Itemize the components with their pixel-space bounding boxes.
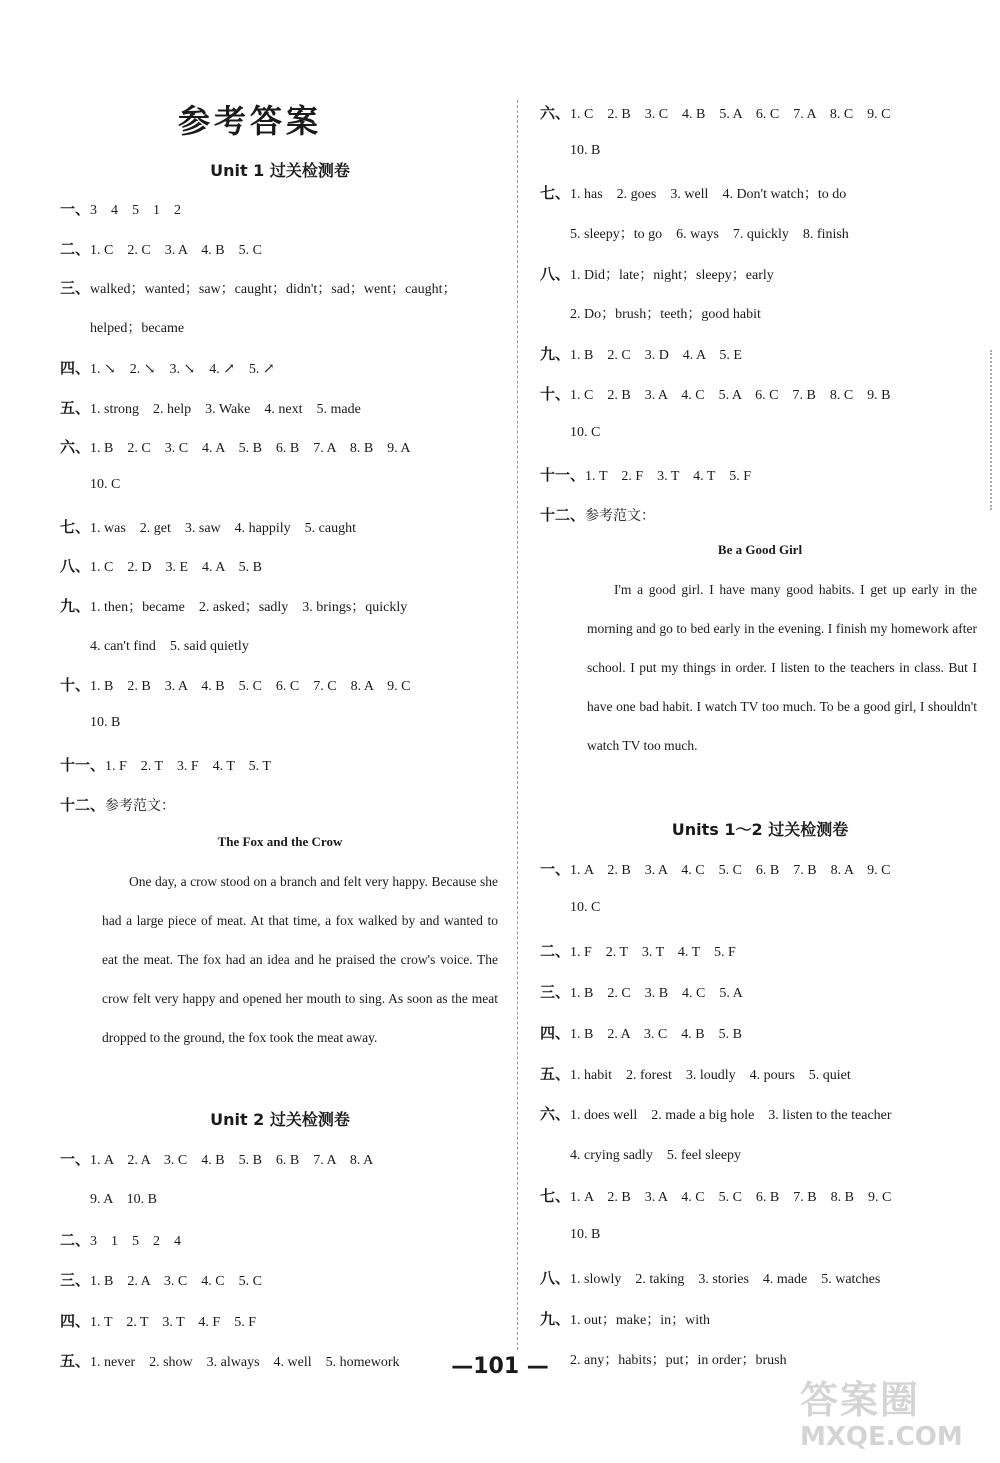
answer-line [540, 981, 743, 1002]
answer-text: 1. T 2. F 3. T 4. T 5. F [585, 468, 751, 484]
answer-line [540, 1103, 892, 1124]
column-divider [517, 100, 518, 1350]
answer-text: 10. B [570, 143, 601, 159]
answer-text: 1. has 2. goes 3. well 4. Don't watch；to do [570, 187, 847, 203]
answer-text: 10. C [570, 899, 601, 915]
essay1-body: One day, a crow stood on a branch and felt very happy. Because she had a large piece of meat. At that time, a fox walked by and wanted to eat the meat. The fox had an idea and he praised the crow's voice. The crow felt very happy and opened her mouth to sing. As soon as the meat dropped to the ground, the fox took the meat away. [102, 874, 498, 1045]
answer-line [540, 504, 655, 525]
question-number: 五、 [60, 398, 91, 417]
answer-text: 1. T 2. T 3. T 4. F 5. F [90, 1314, 256, 1330]
question-number: 八、 [60, 557, 91, 576]
question-number: 八、 [540, 264, 571, 283]
answer-text: 2. any；habits；put；in order；brush [570, 1352, 787, 1368]
answer-text: 1. ↘ 2. ↘ 3. ↘ 4. ↗ 5. ↗ [90, 361, 275, 377]
answer-line [90, 317, 184, 337]
unit1-title: Unit 1 过关检测卷 [210, 161, 350, 180]
answer-line [540, 383, 891, 404]
question-number: 九、 [540, 345, 571, 364]
answer-line [570, 303, 761, 323]
question-number: 十二、 [540, 506, 586, 524]
answer-text: 10. C [90, 476, 121, 492]
answer-text: 3 4 5 1 2 [90, 203, 182, 218]
answer-text: 1. strong 2. help 3. Wake 4. next 5. made [90, 401, 361, 417]
answer-line [540, 1022, 742, 1043]
answer-line [60, 436, 411, 457]
essay2-body: I'm a good girl. I have many good habits. I get up early in the morning and go to bed early in the evening. I finish my homework after school. I put my things in order. I listen to the teachers in class. But I have one bad habit. I watch TV too much. To be a good girl, I shouldn't watch TV too much. [587, 582, 977, 753]
answer-text: 1. A 2. B 3. A 4. C 5. C 6. B 7. B 8. B 9. C [570, 1190, 892, 1206]
answer-text: 1. B 2. C 3. C 4. A 5. B 6. B 7. A 8. B 9. A [90, 441, 411, 457]
question-number: 五、 [60, 1352, 91, 1370]
answer-text: 1. B 2. A 3. C 4. C 5. C [90, 1274, 262, 1290]
answer-line [60, 1148, 373, 1169]
answer-line [60, 238, 262, 259]
watermark [800, 1378, 990, 1458]
answer-text: 1. C 2. B 3. A 4. C 5. A 6. C 7. B 8. C 9. B [570, 388, 891, 404]
answer-line [90, 714, 120, 731]
answer-line [90, 1188, 157, 1208]
question-number: 九、 [540, 1309, 571, 1328]
question-number: 七、 [540, 1187, 571, 1206]
answer-line [60, 595, 407, 616]
answer-text: 1. F 2. T 3. F 4. T 5. T [105, 758, 271, 774]
edge-dots [990, 350, 992, 510]
answer-text: 10. B [90, 715, 121, 731]
question-number: 十一、 [540, 465, 586, 484]
answer-text: 1. never 2. show 3. always 4. well 5. homework [90, 1355, 400, 1370]
answer-line [540, 1308, 710, 1329]
unit2-title: Unit 2 过关检测卷 [210, 1110, 350, 1129]
answer-text: 参考范文： [585, 509, 656, 524]
answer-text: 参考范文： [105, 798, 176, 814]
watermark-logo: 答案圈 [800, 1378, 921, 1422]
answer-line [540, 1063, 851, 1084]
answer-text: helped；became [90, 321, 185, 337]
question-number: 三、 [540, 982, 571, 1001]
answer-line [60, 794, 175, 815]
answer-line [570, 899, 600, 916]
essay1-title: The Fox and the Crow [217, 834, 343, 849]
question-number: 四、 [60, 1311, 91, 1330]
answer-line [60, 754, 271, 775]
answer-line [90, 476, 120, 493]
answer-line [540, 1267, 880, 1288]
answer-line [60, 1310, 256, 1331]
answer-line [90, 635, 249, 655]
units12-title: Units 1～2 过关检测卷 [671, 820, 849, 839]
question-number: 二、 [60, 239, 91, 258]
answer-line [540, 343, 742, 364]
answer-text: 1. C 2. C 3. A 4. B 5. C [90, 242, 262, 258]
question-number: 十一、 [60, 755, 106, 774]
answer-line [570, 223, 849, 243]
answer-text: 1. B 2. B 3. A 4. B 5. C 6. C 7. C 8. A 9. C [90, 679, 411, 695]
answer-text: 1. F 2. T 3. T 4. T 5. F [570, 944, 736, 960]
page-number: —101 — [451, 1354, 549, 1379]
question-number: 九、 [60, 597, 91, 615]
answer-text: 1. B 2. C 3. B 4. C 5. A [570, 985, 743, 1001]
question-number: 四、 [540, 1023, 571, 1042]
answer-line [60, 674, 411, 695]
question-number: 十、 [60, 676, 91, 695]
answer-text: 1. B 2. A 3. C 4. B 5. B [570, 1026, 742, 1042]
question-number: 六、 [60, 438, 91, 457]
answer-line [540, 858, 891, 879]
answer-line [60, 1269, 262, 1290]
answer-text: walked；wanted；saw；caught；didn't；sad；went；caught； [90, 282, 457, 298]
question-number: 六、 [540, 104, 571, 122]
answer-line [60, 397, 361, 418]
page-title: 参考答案 [177, 102, 322, 140]
question-number: 七、 [540, 184, 571, 203]
answer-line [570, 424, 600, 441]
question-number: 五、 [540, 1064, 571, 1083]
answer-text: 3 1 5 2 4 [90, 1233, 182, 1249]
answer-line [60, 516, 356, 537]
question-number: 四、 [60, 358, 91, 377]
answer-line [60, 357, 275, 378]
answer-line [60, 1229, 181, 1250]
answer-text: 1. B 2. C 3. D 4. A 5. E [570, 348, 742, 364]
question-number: 六、 [540, 1105, 571, 1124]
answer-text: 1. habit 2. forest 3. loudly 4. pours 5. quiet [570, 1067, 851, 1083]
answer-text: 1. does well 2. made a big hole 3. listen to the teacher [570, 1108, 892, 1124]
answer-text: 10. B [570, 1227, 601, 1243]
answer-line [60, 198, 181, 219]
question-number: 七、 [60, 517, 91, 536]
essay2-title: Be a Good Girl [717, 542, 803, 557]
question-number: 八、 [540, 1269, 571, 1287]
answer-text: 1. C 2. D 3. E 4. A 5. B [90, 560, 262, 576]
answer-text: 4. crying sadly 5. feel sleepy [570, 1148, 742, 1164]
answer-text: 1. Did；late；night；sleepy；early [570, 267, 774, 283]
answer-text: 1. C 2. B 3. C 4. B 5. A 6. C 7. A 8. C 9. C [570, 107, 891, 122]
answer-text: 1. A 2. B 3. A 4. C 5. C 6. B 7. B 8. A 9. C [570, 863, 891, 878]
answer-text: 1. then；became 2. asked；sadly 3. brings；quickly [90, 600, 408, 615]
question-number: 一、 [60, 200, 91, 218]
answer-text: 10. C [570, 424, 601, 440]
answer-text: 5. sleepy；to go 6. ways 7. quickly 8. finish [570, 226, 849, 242]
question-number: 三、 [60, 279, 91, 298]
answer-line [540, 464, 751, 485]
answer-line [570, 1226, 600, 1243]
question-number: 十二、 [60, 795, 106, 814]
answer-text: 1. A 2. A 3. C 4. B 5. B 6. B 7. A 8. A [90, 1153, 374, 1168]
question-number: 三、 [60, 1271, 91, 1290]
answer-line [570, 142, 600, 159]
answer-text: 1. was 2. get 3. saw 4. happily 5. caught [90, 520, 356, 536]
answer-text: 1. slowly 2. taking 3. stories 4. made 5. watches [570, 1272, 881, 1287]
question-number: 一、 [540, 860, 571, 878]
answer-line [540, 1185, 891, 1206]
answer-line [60, 277, 456, 298]
question-number: 一、 [60, 1150, 91, 1168]
answer-text: 1. out；make；in；with [570, 1312, 711, 1328]
watermark-url: MXQE.COM [800, 1422, 963, 1452]
answer-text: 9. A 10. B [90, 1192, 157, 1208]
answer-text: 2. Do；brush；teeth；good habit [570, 307, 761, 322]
answer-line [540, 102, 891, 123]
answer-line [540, 182, 846, 203]
answer-line [540, 263, 774, 284]
answer-line [60, 555, 262, 576]
question-number: 二、 [60, 1230, 91, 1249]
answer-text: 4. can't find 5. said quietly [90, 638, 249, 654]
question-number: 十、 [540, 385, 571, 404]
question-number: 二、 [540, 941, 571, 960]
answer-line [540, 940, 736, 961]
answer-line [570, 1144, 741, 1164]
